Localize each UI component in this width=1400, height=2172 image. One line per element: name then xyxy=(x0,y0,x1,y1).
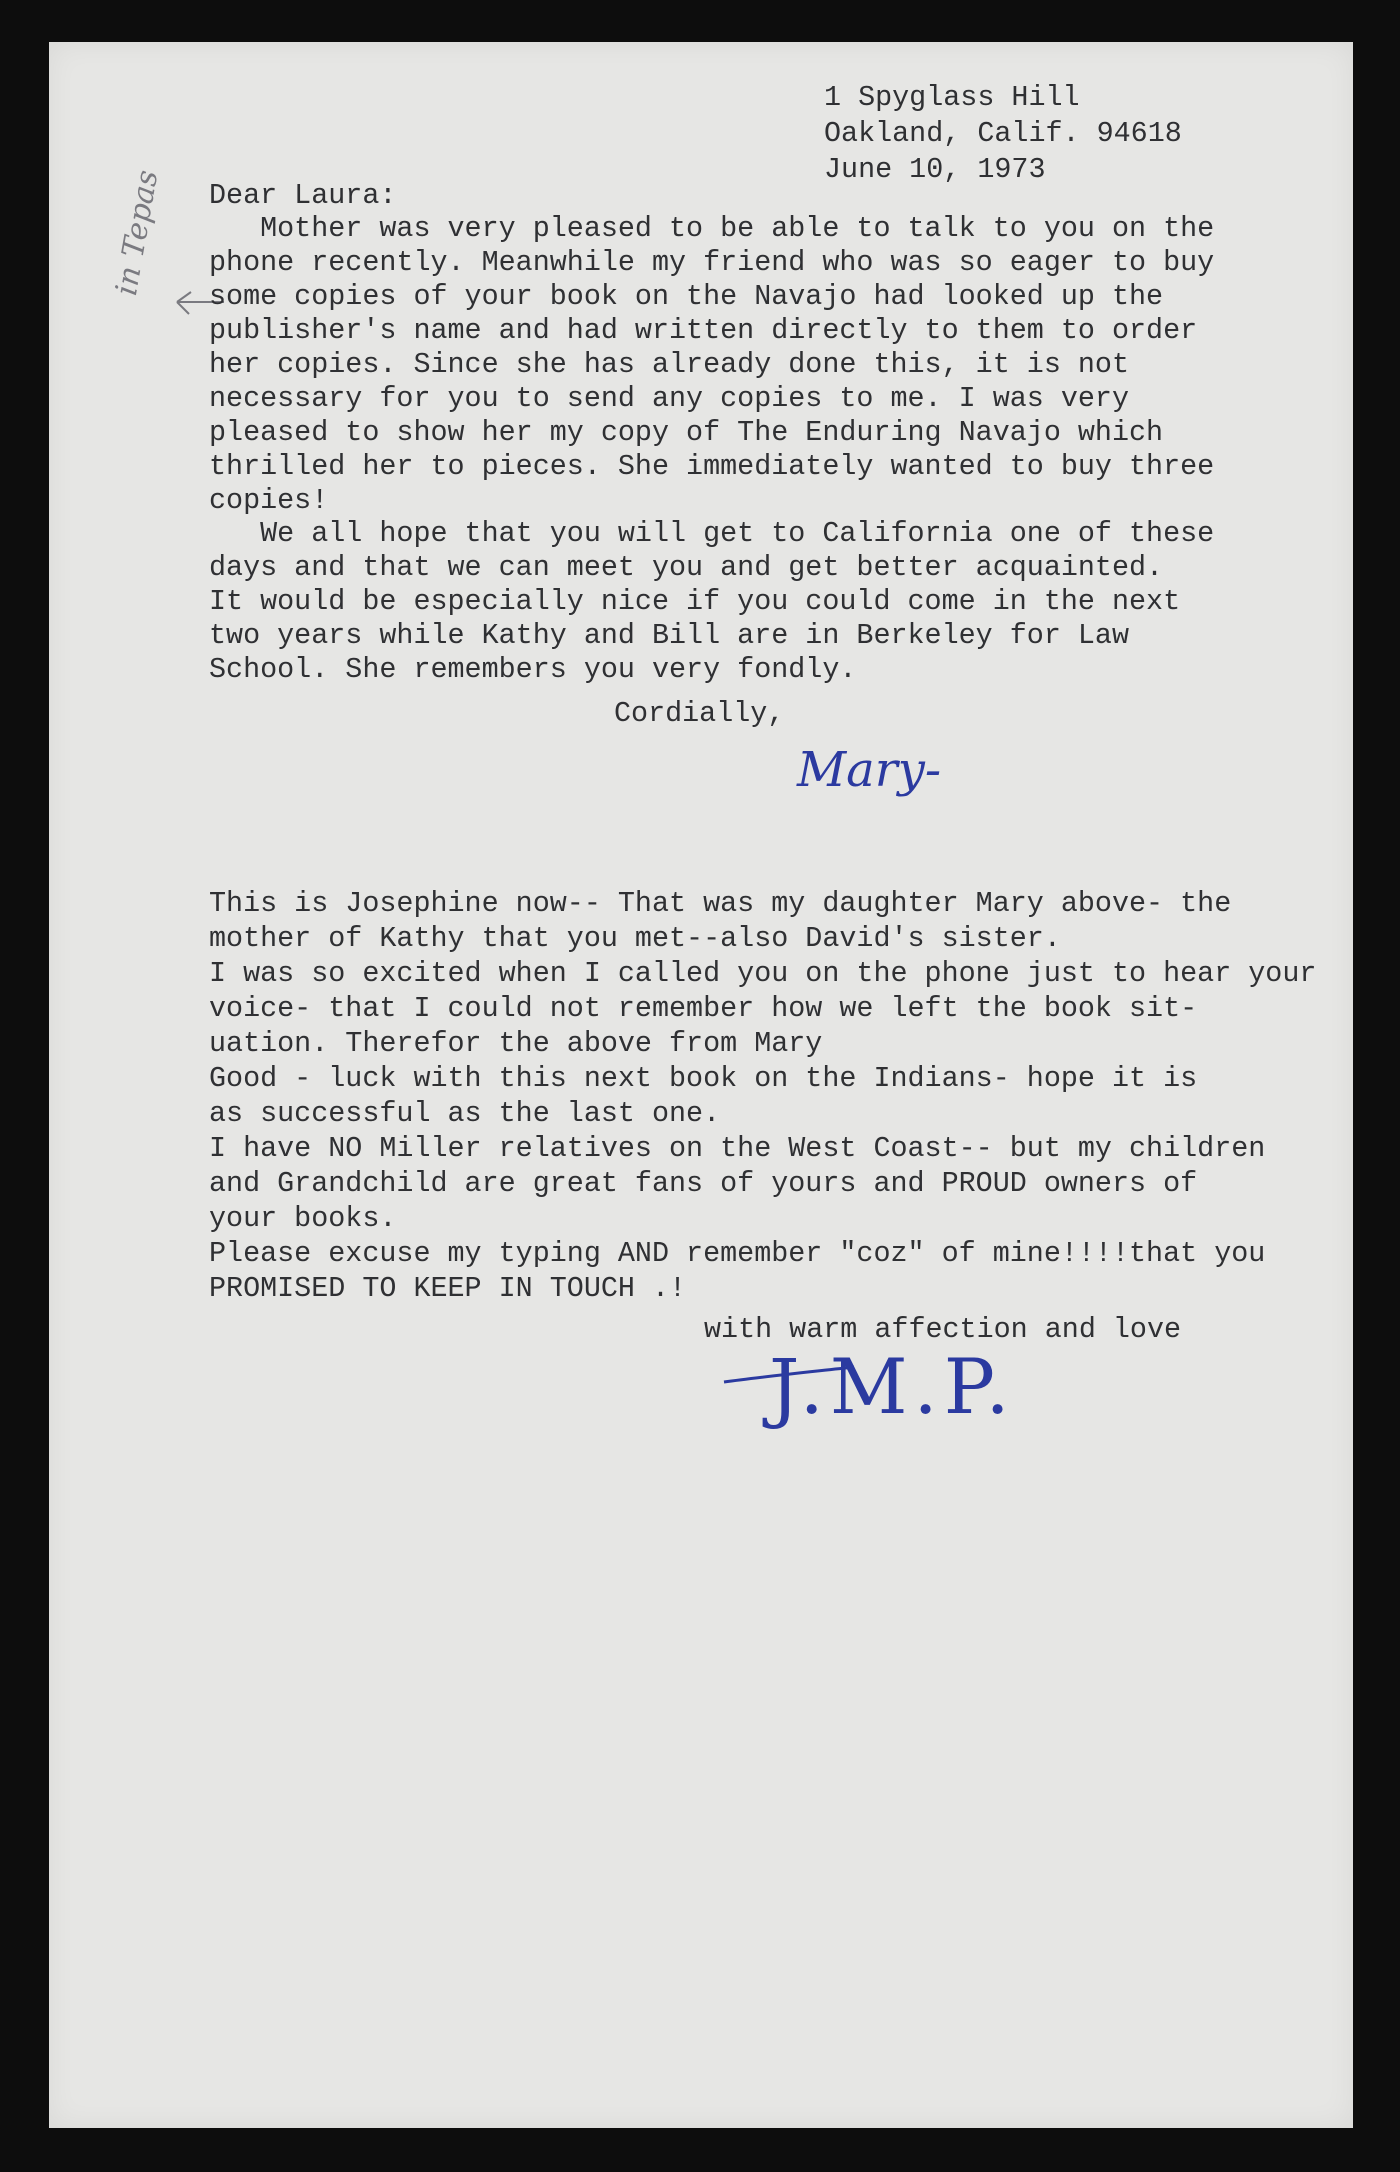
para1-line-2: phone recently. Meanwhile my friend who was so eager to buy xyxy=(209,246,1215,279)
address-line-1: 1 Spyglass Hill xyxy=(824,81,1080,114)
para1-line-9: copies! xyxy=(209,484,329,517)
para1-line-8: thrilled her to pieces. She immediately wanted to buy three xyxy=(209,450,1215,483)
ps-line-5: uation. Therefor the above from Mary xyxy=(209,1027,823,1060)
margin-note: in Tepas xyxy=(109,167,166,299)
closing: Cordially, xyxy=(614,697,785,730)
ps-line-12: PROMISED TO KEEP IN TOUCH .! xyxy=(209,1272,687,1305)
ps-line-1: This is Josephine now-- That was my daughter Mary above- the xyxy=(209,887,1232,920)
para1-line-5: her copies. Since she has already done this, it is not xyxy=(209,348,1130,381)
ps-line-2: mother of Kathy that you met--also David's sister. xyxy=(209,922,1061,955)
letter-date: June 10, 1973 xyxy=(824,153,1046,186)
signature-mary: Mary- xyxy=(797,742,942,798)
salutation: Dear Laura: xyxy=(209,179,397,212)
signature-jmp: J.M.P. xyxy=(769,1342,1016,1431)
ps-closing: with warm affection and love xyxy=(704,1313,1182,1346)
para1-line-7: pleased to show her my copy of The Enduring Navajo which xyxy=(209,416,1164,449)
para2-line-2: days and that we can meet you and get better acquainted. xyxy=(209,551,1164,584)
para2-line-1: We all hope that you will get to California one of these xyxy=(209,517,1215,550)
para2-line-5: School. She remembers you very fondly. xyxy=(209,653,857,686)
ps-line-4: voice- that I could not remember how we left the book sit- xyxy=(209,992,1198,1025)
ps-line-3: I was so excited when I called you on the phone just to hear your xyxy=(209,957,1317,990)
para1-line-4: publisher's name and had written directly to them to order xyxy=(209,314,1198,347)
ps-line-11: Please excuse my typing AND remember "coz" of mine!!!!that you xyxy=(209,1237,1266,1270)
ps-line-9: and Grandchild are great fans of yours and PROUD owners of xyxy=(209,1167,1198,1200)
para2-line-3: It would be especially nice if you could come in the next xyxy=(209,585,1181,618)
ps-line-10: your books. xyxy=(209,1202,397,1235)
address-line-2: Oakland, Calif. 94618 xyxy=(824,117,1182,150)
para1-line-1: Mother was very pleased to be able to talk to you on the xyxy=(209,212,1215,245)
signature-underline-icon xyxy=(719,1347,859,1417)
para2-line-4: two years while Kathy and Bill are in Berkeley for Law xyxy=(209,619,1130,652)
para1-line-6: necessary for you to send any copies to me. I was very xyxy=(209,382,1130,415)
para1-line-3: some copies of your book on the Navajo had looked up the xyxy=(209,280,1164,313)
ps-line-8: I have NO Miller relatives on the West Coast-- but my children xyxy=(209,1132,1266,1165)
letter-page xyxy=(49,42,1353,2128)
ps-line-6: Good - luck with this next book on the Indians- hope it is xyxy=(209,1062,1198,1095)
ps-line-7: as successful as the last one. xyxy=(209,1097,721,1130)
